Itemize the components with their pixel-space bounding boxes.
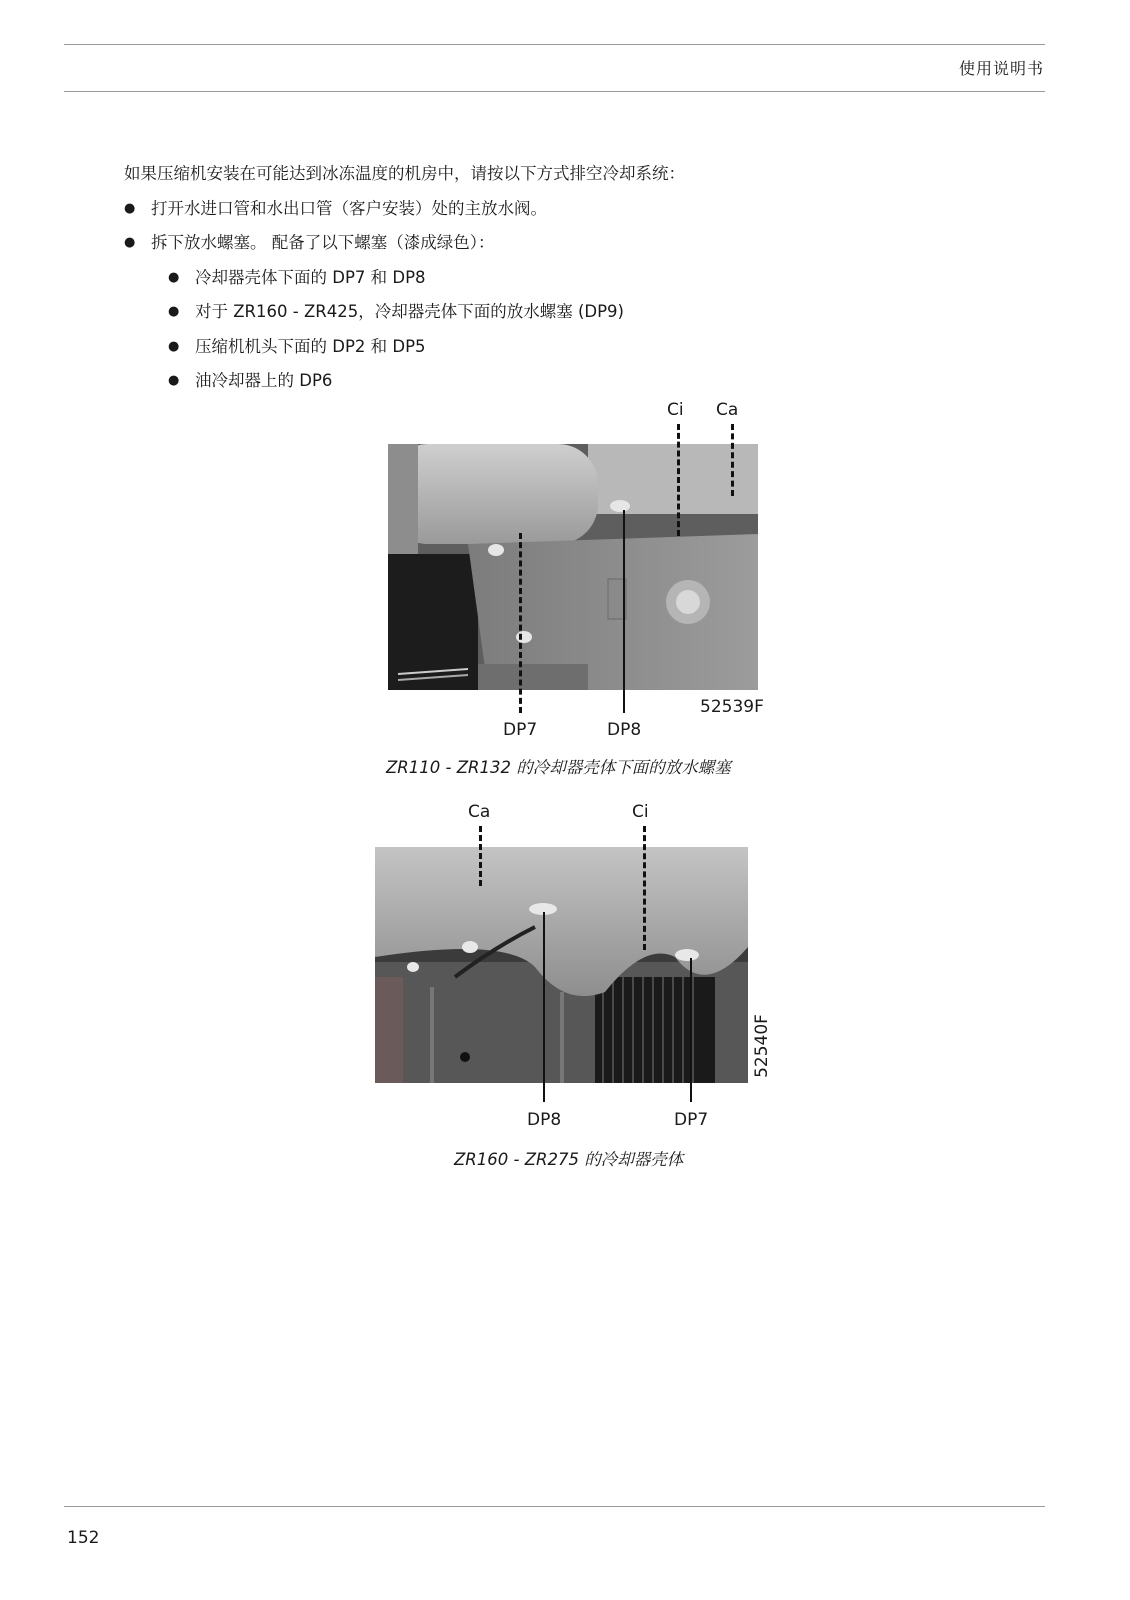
sub-list-item [124,364,944,399]
bullet-icon: ● [124,200,136,216]
label-dp8: DP8 [527,1110,562,1130]
bullet-icon: ● [168,269,180,285]
header-title: 使用说明书 [958,59,1044,78]
list-item [124,226,944,261]
label-ci: Ci [667,400,684,420]
photo-2-drawing [375,847,748,1083]
intro-paragraph [124,157,944,192]
leader-ci [677,424,680,536]
cooler-housing-photo-2 [375,847,748,1083]
figure-ref: 52540F [752,1014,772,1078]
leader-ca [479,826,482,886]
leader-dp8 [543,912,545,1102]
label-ca: Ca [468,802,491,822]
sub-list-item [124,261,944,296]
list-item-text: 拆下放水螺塞。 配备了以下螺塞（漆成绿色）： [151,233,495,252]
body-text [124,157,944,399]
figure-ref: 52539F [700,697,764,717]
list-item [124,192,944,227]
label-dp7: DP7 [503,720,538,740]
figure-caption: ZR160 - ZR275 的冷却器壳体 [454,1150,684,1169]
figure-caption: ZR110 - ZR132 的冷却器壳体下面的放水螺塞 [386,758,731,777]
label-ca: Ca [716,400,739,420]
header-rule-top [64,44,1045,45]
label-dp8: DP8 [607,720,642,740]
cooler-housing-photo-1 [388,444,758,690]
leader-ci [643,826,646,950]
photo-1-drawing [388,444,758,690]
list-item-text: 打开水进口管和水出口管（客户安装）处的主放水阀。 [151,198,547,218]
footer-rule [64,1506,1045,1507]
label-dp7: DP7 [674,1110,709,1130]
header-rule-bottom [64,91,1045,92]
bullet-icon: ● [168,338,180,354]
sub-list-item [124,295,944,330]
leader-dp7 [690,958,692,1102]
bullet-icon: ● [168,373,180,388]
sub-list-item-text: 冷却器壳体下面的 DP7 和 DP8 [195,267,426,287]
leader-dp8 [623,510,625,713]
intro-text: 如果压缩机安装在可能达到冰冻温度的机房中，请按以下方式排空冷却系统： [124,164,685,183]
bullet-icon: ● [168,304,180,319]
label-ci: Ci [632,802,649,822]
sub-list-item-text: 油冷却器上的 DP6 [195,371,333,390]
sub-list-item [124,330,944,365]
bullet-icon: ● [124,235,136,250]
sub-list-item-text: 对于 ZR160 - ZR425，冷却器壳体下面的放水螺塞 (DP9) [195,302,624,321]
leader-ca [731,424,734,496]
page-number: 152 [67,1528,100,1548]
sub-list-item-text: 压缩机机头下面的 DP2 和 DP5 [195,336,426,356]
leader-dp7 [519,533,522,713]
